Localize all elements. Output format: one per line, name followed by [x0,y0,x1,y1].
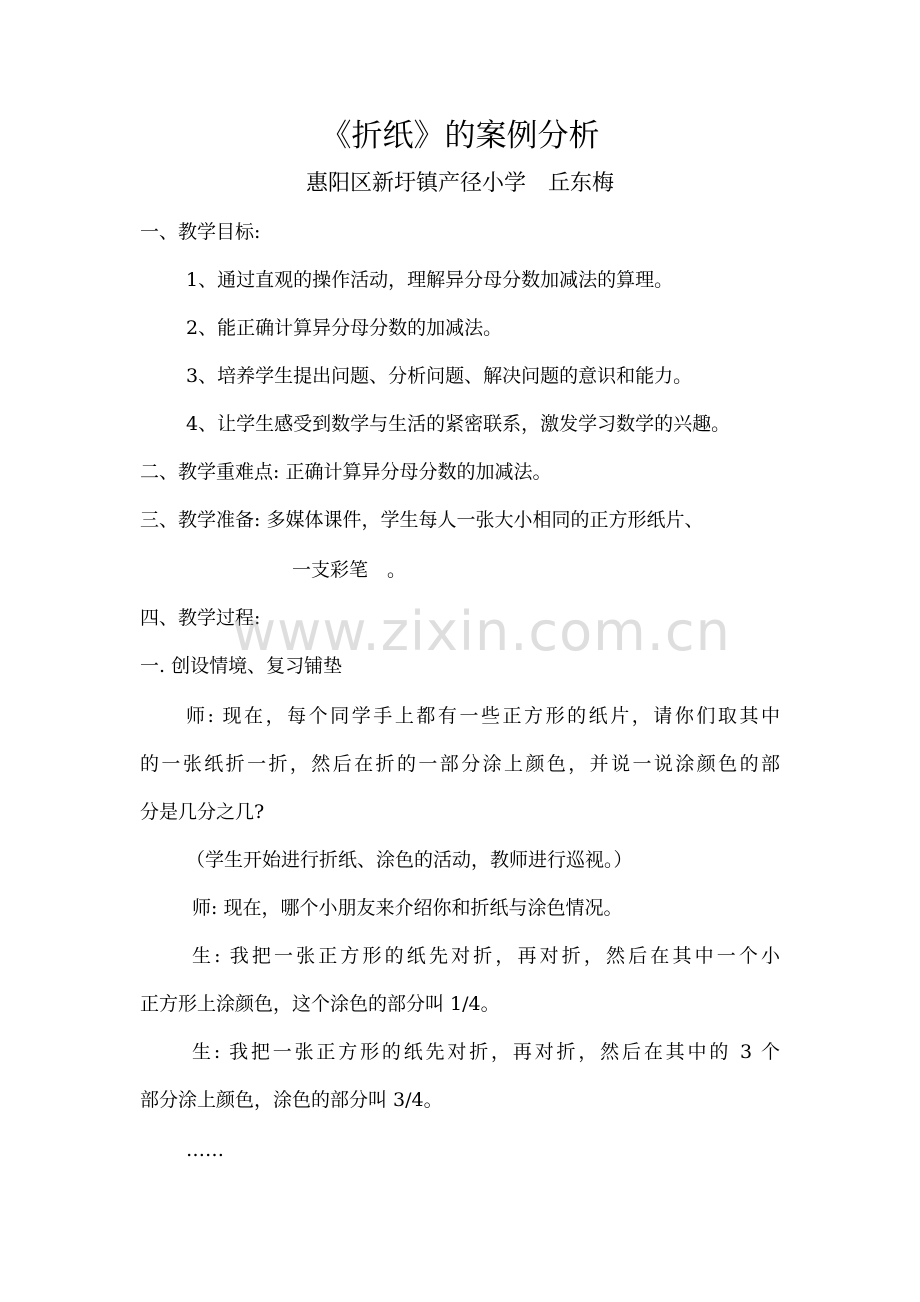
activity-note: （学生开始进行折纸、涂色的活动，教师进行巡视。） [186,849,633,871]
author-line: 惠阳区新圩镇产径小学 丘东梅 [305,171,614,196]
preparation-continuation: 一支彩笔 。 [292,559,407,581]
goal-item: 4、让学生感受到数学与生活的紧密联系，激发学习数学的兴趣。 [186,413,731,435]
goal-item: 1、通过直观的操作活动，理解异分母分数加减法的算理。 [186,269,674,291]
teacher-paragraph-line: 的一张纸折一折，然后在折的一部分涂上颜色，并说一说涂颜色的部 [140,753,780,775]
preparation-line: 三、教学准备: 多媒体课件，学生每人一张大小相同的正方形纸片、 [140,509,704,531]
goal-item: 3、培养学生提出问题、分析问题、解决问题的意识和能力。 [186,365,693,387]
student-paragraph-line: 生: 我把一张正方形的纸先对折，再对折，然后在其中一个小 [192,945,780,967]
key-points-line: 二、教学重难点: 正确计算异分母分数的加减法。 [140,461,552,483]
student-paragraph-line: 正方形上涂颜色，这个涂色的部分叫 1/4。 [140,993,500,1015]
teacher-line: 师: 现在，哪个小朋友来介绍你和折纸与涂色情况。 [192,897,623,919]
student-paragraph-line: 生: 我把一张正方形的纸先对折，再对折，然后在其中的 3 个 [192,1041,780,1063]
goals-heading: 一、教学目标: [140,221,261,243]
section-heading: 一. 创设情境、复习铺垫 [140,655,343,677]
document-title: 《折纸》的案例分析 [320,118,600,154]
watermark: www.zixin.com.cn [232,600,731,663]
teacher-paragraph-line: 分是几分之几? [140,801,265,823]
teacher-paragraph-line: 师: 现在，每个同学手上都有一些正方形的纸片，请你们取其中 [186,705,780,727]
goal-item: 2、能正确计算异分母分数的加减法。 [186,317,503,339]
process-heading: 四、教学过程: [140,607,261,629]
ellipsis: …… [186,1139,224,1161]
student-paragraph-line: 部分涂上颜色，涂色的部分叫 3/4。 [140,1089,443,1111]
